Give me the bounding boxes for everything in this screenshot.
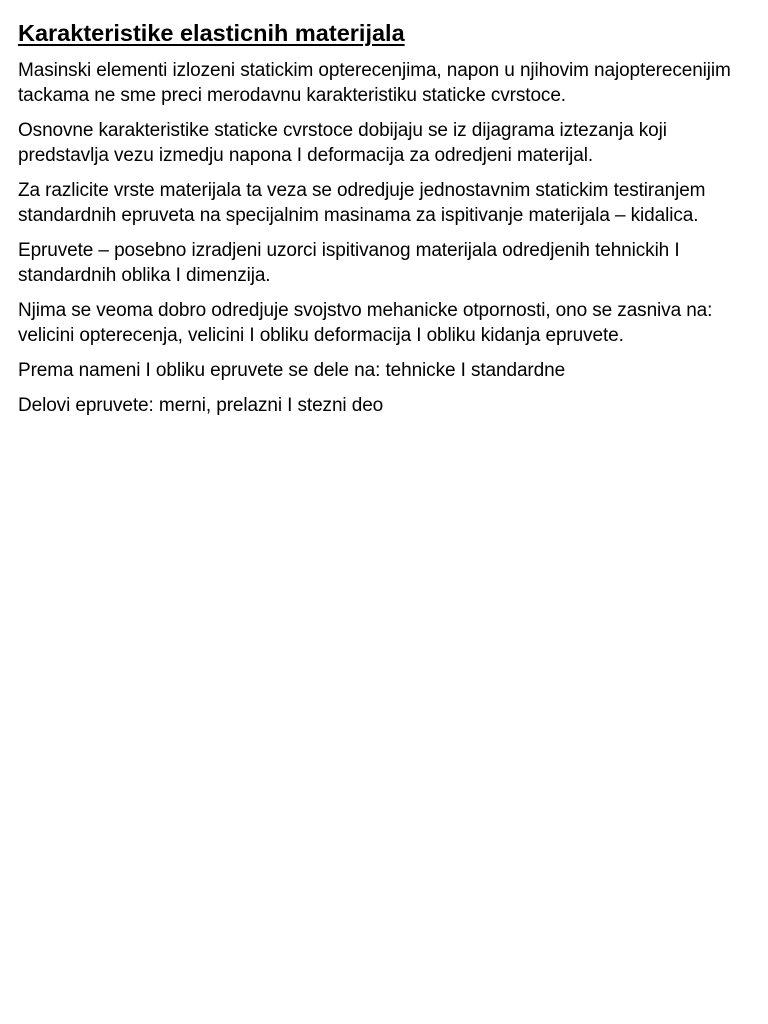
paragraph-stress-strain-diagram: Osnovne karakteristike staticke cvrstoce dobijaju se iz dijagrama iztezanja koji predstavlja vezu izmedju napona I deformacija za odredjeni materijal. [18, 120, 667, 166]
paragraph-specimens: Epruvete – posebno izradjeni uzorci ispitivanog materijala odredjenih tehnickih I standardnih oblika I dimenzija. [18, 240, 680, 286]
paragraph-testing: Za razlicite vrste materijala ta veza se odredjuje jednostavnim statickim testiranjem standardnih epruveta na specijalnim masinama za ispitivanje materijala – kidalica. [18, 180, 706, 226]
paragraph-static-strength: Masinski elementi izlozeni statickim opterecenjima, napon u njihovim najopterecenijim tackama ne sme preci merodavnu karakteristiku staticke cvrstoce. [18, 60, 731, 106]
paragraph-specimen-types: Prema nameni I obliku epruvete se dele na: tehnicke I standardne [18, 360, 566, 381]
paragraph-mechanical-resistance: Njima se veoma dobro odredjuje svojstvo mehanicke otpornosti, ono se zasniva na: velicini opterecenja, velicini I obliku deformacija I obliku kidanja epruvete. [18, 300, 713, 346]
document-page [18, 18, 750, 428]
paragraph-specimen-parts: Delovi epruvete: merni, prelazni I stezni deo [18, 395, 384, 416]
page-title: Karakteristike elasticnih materijala [18, 20, 405, 46]
